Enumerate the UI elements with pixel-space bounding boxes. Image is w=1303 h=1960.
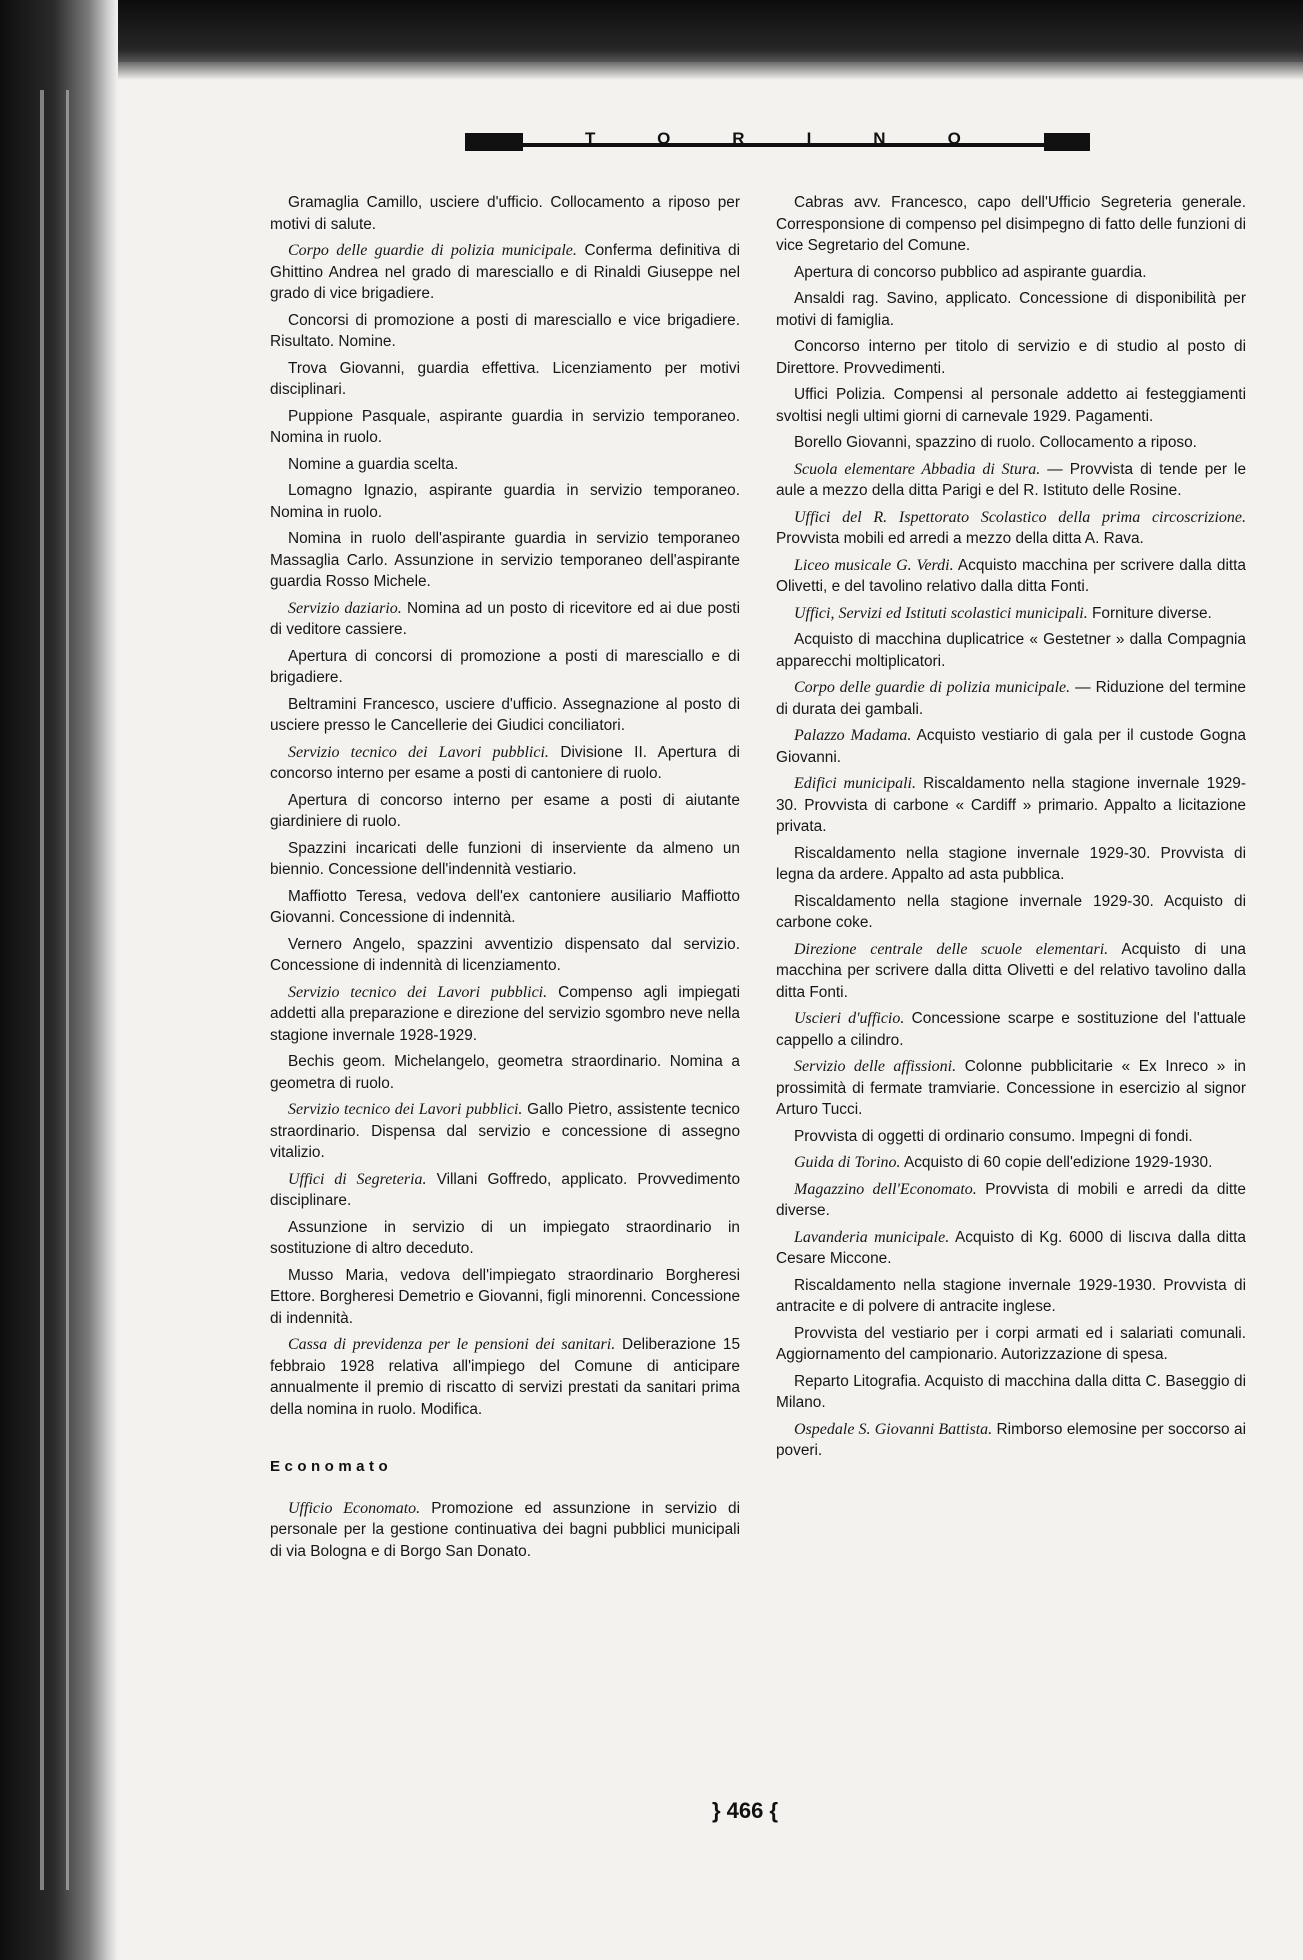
paragraph bbox=[270, 1051, 740, 1094]
running-header bbox=[465, 129, 1090, 151]
paragraph bbox=[776, 1056, 1246, 1121]
paragraph-text: Musso Maria, vedova dell'impiegato straordinario Borgheresi Ettore. Borgheresi Demetrio e Giovanni, figli minorenni. Concessione di indennità. bbox=[270, 1266, 740, 1327]
paragraph-text: Nomine a guardia scelta. bbox=[288, 455, 459, 473]
paragraph-text: Concorso interno per titolo di servizio e di studio al posto di Direttore. Provvedimenti. bbox=[776, 338, 1246, 377]
paragraph bbox=[776, 1323, 1246, 1366]
paragraph bbox=[270, 240, 740, 305]
header-title: TORINO bbox=[585, 129, 1023, 148]
paragraph-heading: Ufficio Economato. bbox=[288, 1499, 421, 1517]
paragraph bbox=[776, 725, 1246, 768]
paragraph bbox=[270, 192, 740, 235]
paragraph bbox=[776, 629, 1246, 672]
paragraph-text: Acquisto macchina per scrivere dalla ditta Olivetti, e del tavolino relativo dalla ditta Fonti. bbox=[776, 556, 1246, 595]
paragraph bbox=[270, 598, 740, 641]
paragraph-text: Riscaldamento nella stagione invernale 1929-1930. Provvista di antracite e di polvere di antracite inglese. bbox=[776, 1276, 1246, 1315]
paragraph-text: Rimborso elemosine per soccorso ai poveri. bbox=[776, 1420, 1246, 1459]
paragraph bbox=[270, 406, 740, 449]
paragraph bbox=[776, 939, 1246, 1004]
paragraph-heading: Servizio tecnico dei Lavori pubblici. bbox=[288, 743, 549, 761]
paragraph-text: Colonne pubblicitarie « Ex Inreco » in prossimità di fermate tramviarie. Concessione in esercizio al signor Arturo Tucci. bbox=[776, 1058, 1246, 1118]
paragraph-heading: Ospedale S. Giovanni Battista. bbox=[794, 1420, 993, 1438]
paragraph-text: Gallo Pietro, assistente tecnico straordinario. Dispensa dal servizio e concessione di assegno vitalizio. bbox=[270, 1101, 740, 1161]
paragraph-text: Vernero Angelo, spazzini avventizio dispensato dal servizio. Concessione di indennità di licenziamento. bbox=[270, 935, 740, 974]
paragraph-text: Forniture diverse. bbox=[1087, 604, 1212, 622]
paragraph bbox=[270, 454, 740, 476]
paragraph bbox=[776, 677, 1246, 720]
paragraph-text: Acquisto di macchina duplicatrice « Gestetner » dalla Compagnia apparecchi moltiplicatori. bbox=[776, 631, 1246, 670]
paragraph-text: Apertura di concorso interno per esame a posti di aiutante giardiniere di ruolo. bbox=[270, 791, 740, 830]
paragraph bbox=[270, 528, 740, 593]
paragraph bbox=[270, 694, 740, 737]
paragraph-text: Bechis geom. Michelangelo, geometra straordinario. Nomina a geometra di ruolo. bbox=[270, 1053, 740, 1092]
paragraph bbox=[776, 1126, 1246, 1148]
paragraph-text: Nomina ad un posto di ricevitore ed ai due posti di veditore cassiere. bbox=[270, 599, 740, 638]
paragraph-heading: Scuola elementare Abbadia di Stura. bbox=[794, 460, 1041, 478]
right-column bbox=[776, 192, 1246, 1467]
header-ornament-right bbox=[1044, 133, 1090, 151]
paragraph bbox=[270, 1099, 740, 1164]
paragraph-heading: Cassa di previdenza per le pensioni dei sanitari. bbox=[288, 1336, 616, 1353]
scan-left-border bbox=[0, 0, 118, 1960]
paragraph-text: Nomina in ruolo dell'aspirante guardia in servizio temporaneo Massaglia Carlo. Assunzione in servizio temporaneo dell'aspirante guardia Rosso Michele. bbox=[270, 530, 740, 590]
paragraph bbox=[776, 773, 1246, 838]
paragraph-text: Cabras avv. Francesco, capo dell'Ufficio Segreteria generale. Corresponsione di compenso pel disimpegno di fatto delle funzioni di vice Segretario del Comune. bbox=[776, 194, 1246, 254]
paragraph-text: Gramaglia Camillo, usciere d'ufficio. Collocamento a riposo per motivi di salute. bbox=[270, 194, 740, 233]
paragraph bbox=[776, 1179, 1246, 1222]
scan-stripe bbox=[40, 90, 44, 1890]
paragraph-heading: Servizio daziario. bbox=[288, 599, 402, 617]
paragraph-heading: Lavanderia municipale. bbox=[794, 1228, 950, 1246]
paragraph bbox=[776, 507, 1246, 550]
paragraph bbox=[776, 603, 1246, 625]
paragraph-heading: Corpo delle guardie di polizia municipale. bbox=[794, 679, 1071, 696]
paragraph bbox=[776, 555, 1246, 598]
paragraph bbox=[270, 1265, 740, 1330]
paragraph bbox=[270, 886, 740, 929]
paragraph-heading: Guida di Torino. bbox=[794, 1154, 901, 1171]
paragraph bbox=[270, 310, 740, 353]
scan-top-border bbox=[0, 0, 1303, 62]
paragraph bbox=[270, 790, 740, 833]
paragraph-heading: Servizio tecnico dei Lavori pubblici. bbox=[288, 1101, 523, 1118]
paragraph-text: Promozione ed assunzione in servizio di personale per la gestione continuativa dei bagni pubblici municipali di via Bologna e di Borgo San Donato. bbox=[270, 1499, 740, 1560]
paragraph bbox=[776, 1419, 1246, 1462]
paragraph-text: Uffici Polizia. Compensi al personale addetto ai festeggiamenti svoltisi negli ultimi giorni di carnevale 1929. Pagamenti. bbox=[776, 386, 1246, 425]
paragraph bbox=[270, 1498, 740, 1563]
paragraph-text: Trova Giovanni, guardia effettiva. Licenziamento per motivi disciplinari. bbox=[270, 359, 740, 398]
section-title: Economato bbox=[270, 1458, 393, 1475]
paragraph bbox=[270, 742, 740, 785]
paragraph-text: Lomagno Ignazio, aspirante guardia in servizio temporaneo. Nomina in ruolo. bbox=[270, 482, 740, 521]
paragraph-text: Beltramini Francesco, usciere d'ufficio. Assegnazione al posto di usciere presso le Cancellerie dei Giudici conciliatori. bbox=[270, 695, 740, 734]
paragraph bbox=[776, 192, 1246, 257]
paragraph-heading: Direzione centrale delle scuole elementari. bbox=[794, 940, 1109, 958]
paragraph-text: Conferma definitiva di Ghittino Andrea nel grado di maresciallo e di Rinaldi Giuseppe nel grado di vice brigadiere. bbox=[270, 242, 741, 302]
paragraph bbox=[776, 891, 1246, 934]
paragraph bbox=[270, 358, 740, 401]
paragraph-text: Ansaldi rag. Savino, applicato. Concessione di disponibilità per motivi di famiglia. bbox=[776, 290, 1246, 329]
paragraph-text: Deliberazione 15 febbraio 1928 relativa all'impiego del Comune di anticipare annualmente il premio di riscatto di servizi prestati da sanitari prima della nomina in ruolo. Modifica. bbox=[270, 1336, 741, 1418]
paragraph-heading: Palazzo Madama. bbox=[794, 727, 912, 744]
header-ornament-left bbox=[465, 133, 523, 151]
paragraph-text: Acquisto di 60 copie dell'edizione 1929-1930. bbox=[900, 1154, 1213, 1171]
paragraph-text: Provvista del vestiario per i corpi armati ed i salariati comunali. Aggiornamento del campionario. Autorizzazione di spesa. bbox=[776, 1324, 1246, 1363]
paragraph-text: Borello Giovanni, spazzino di ruolo. Collocamento a riposo. bbox=[794, 434, 1197, 451]
paragraph bbox=[776, 1008, 1246, 1051]
paragraph-text: Assunzione in servizio di un impiegato straordinario in sostituzione di altro deceduto. bbox=[270, 1218, 740, 1257]
paragraph-heading: Uffici di Segreteria. bbox=[288, 1170, 427, 1188]
paragraph-text: Provvista mobili ed arredi a mezzo della ditta A. Rava. bbox=[776, 530, 1144, 547]
paragraph-heading: Servizio tecnico dei Lavori pubblici. bbox=[288, 983, 548, 1001]
paragraph-text: Compenso agli impiegati addetti alla preparazione e direzione del servizio sgombro neve nella stagione invernale 1928-1929. bbox=[270, 983, 740, 1044]
paragraph bbox=[270, 934, 740, 977]
paragraph bbox=[270, 1217, 740, 1260]
paragraph-text: Villani Goffredo, applicato. Provvedimento disciplinare. bbox=[270, 1170, 741, 1209]
paragraph bbox=[776, 1227, 1246, 1270]
paragraph-text: — Provvista di tende per le aule a mezzo della ditta Parigi e del R. Istituto delle Rosine. bbox=[776, 460, 1247, 499]
paragraph bbox=[776, 1275, 1246, 1318]
paragraph-text: Acquisto vestiario di gala per il custode Gogna Giovanni. bbox=[776, 727, 1246, 766]
paragraph-text: Riscaldamento nella stagione invernale 1929-30. Provvista di carbone « Cardiff » primario. Appalto a licitazione privata. bbox=[776, 775, 1246, 835]
paragraph-text: Riscaldamento nella stagione invernale 1929-30. Acquisto di carbone coke. bbox=[776, 892, 1246, 931]
paragraph-heading: Servizio delle affissioni. bbox=[794, 1058, 957, 1075]
paragraph bbox=[270, 1334, 740, 1420]
paragraph bbox=[270, 1169, 740, 1212]
paragraph bbox=[270, 646, 740, 689]
paragraph bbox=[270, 480, 740, 523]
page-number: } 466 { bbox=[711, 1798, 779, 1823]
paragraph bbox=[776, 384, 1246, 427]
paragraph-text: Provvista di mobili e arredi da ditte diverse. bbox=[776, 1180, 1246, 1219]
paragraph-heading: Uffici, Servizi ed Istituti scolastici municipali. bbox=[794, 604, 1088, 622]
scan-stripe bbox=[66, 90, 69, 1890]
paragraph-text: Provvista di oggetti di ordinario consumo. Impegni di fondi. bbox=[794, 1127, 1193, 1145]
paragraph bbox=[270, 982, 740, 1047]
paragraph-text: Apertura di concorsi di promozione a posti di maresciallo e di brigadiere. bbox=[270, 647, 740, 686]
paragraph-text: Acquisto di una macchina per scrivere dalla ditta Olivetti e del relativo tavolino dalla ditta Fonti. bbox=[776, 940, 1246, 1001]
paragraph-heading: Uffici del R. Ispettorato Scolastico della prima circoscrizione. bbox=[794, 508, 1246, 526]
paragraph-text: Reparto Litografia. Acquisto di macchina dalla ditta C. Baseggio di Milano. bbox=[776, 1372, 1246, 1411]
paragraph-heading: Uscieri d'ufficio. bbox=[794, 1010, 905, 1027]
paragraph-text: Puppione Pasquale, aspirante guardia in servizio temporaneo. Nomina in ruolo. bbox=[270, 407, 740, 446]
paragraph bbox=[776, 262, 1246, 284]
paragraph-text: Concorsi di promozione a posti di maresciallo e vice brigadiere. Risultato. Nomine. bbox=[270, 311, 740, 350]
paragraph-text: Spazzini incaricati delle funzioni di inserviente da almeno un biennio. Concessione dell'indennità vestiario. bbox=[270, 839, 740, 878]
paragraph-text: Acquisto di Kg. 6000 di liscıva dalla ditta Cesare Miccone. bbox=[776, 1228, 1246, 1267]
paragraph bbox=[776, 459, 1246, 502]
paragraph-text: Maffiotto Teresa, vedova dell'ex cantoniere ausiliario Maffiotto Giovanni. Concessione di indennità. bbox=[270, 887, 740, 926]
paragraph-text: Concessione scarpe e sostituzione del l'attuale cappello a cilindro. bbox=[776, 1010, 1246, 1049]
paragraph-heading: Liceo musicale G. Verdi. bbox=[794, 556, 954, 574]
paragraph-text: Riscaldamento nella stagione invernale 1929-30. Provvista di legna da ardere. Appalto ad asta pubblica. bbox=[776, 844, 1246, 883]
paragraph-heading: Edifici municipali. bbox=[794, 775, 916, 792]
paragraph bbox=[776, 288, 1246, 331]
scan-top-fade bbox=[0, 62, 1303, 80]
paragraph-text: Apertura di concorso pubblico ad aspirante guardia. bbox=[794, 263, 1147, 281]
paragraph bbox=[270, 838, 740, 881]
paragraph bbox=[776, 843, 1246, 886]
left-column bbox=[270, 192, 740, 1567]
paragraph bbox=[776, 336, 1246, 379]
paragraph-heading: Magazzino dell'Economato. bbox=[794, 1180, 977, 1198]
paragraph bbox=[776, 432, 1246, 454]
paragraph bbox=[776, 1152, 1246, 1174]
paragraph-text: — Riduzione del termine di durata dei gambali. bbox=[776, 679, 1246, 718]
paragraph-heading: Corpo delle guardie di polizia municipale. bbox=[288, 242, 577, 259]
paragraph-text: Divisione II. Apertura di concorso interno per esame a posti di cantoniere di ruolo. bbox=[270, 743, 740, 782]
paragraph bbox=[776, 1371, 1246, 1414]
